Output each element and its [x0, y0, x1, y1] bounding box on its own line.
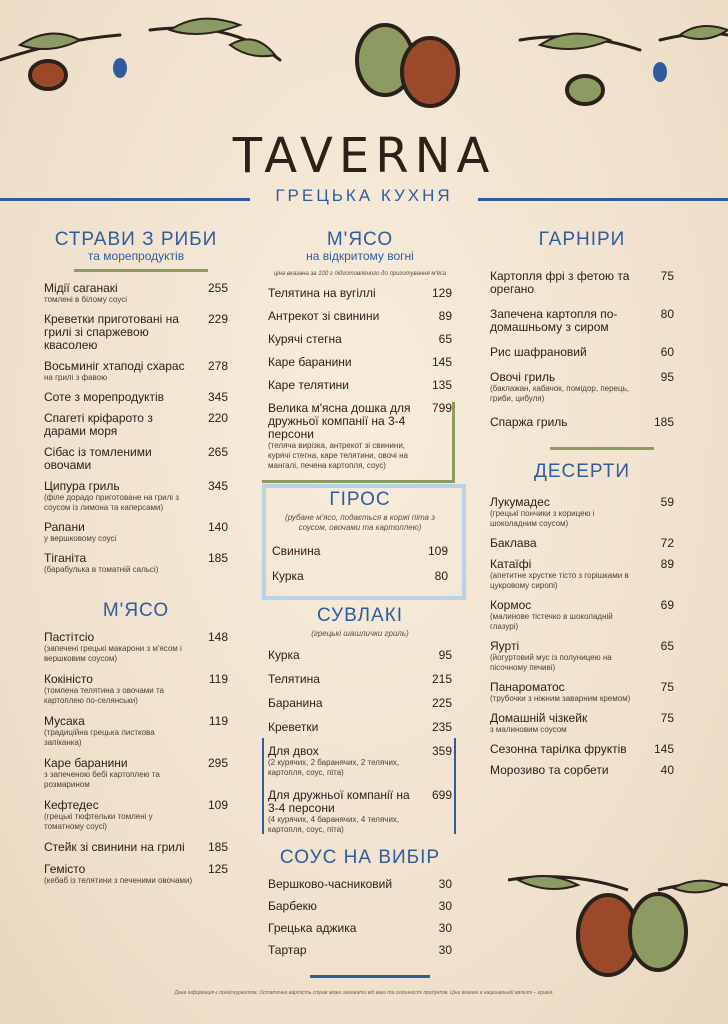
- menu-item-name: Рис шафрановий: [490, 345, 587, 359]
- menu-item-text: [490, 764, 609, 777]
- menu-item-price: 145: [653, 742, 674, 756]
- menu-item-price: 109: [207, 798, 228, 812]
- menu-item-text: [490, 599, 640, 632]
- menu-item-name: Пастітсіо: [44, 630, 95, 644]
- souvlaki-note: (грецькі шашлички гриль): [311, 629, 409, 638]
- menu-item-price: 359: [431, 744, 452, 758]
- menu-item: [272, 545, 448, 558]
- menu-item-price: 59: [660, 495, 674, 509]
- menu-item-text: [44, 480, 194, 513]
- menu-item: [44, 446, 228, 472]
- menu-item-text: [44, 757, 194, 790]
- menu-item-price: 699: [431, 788, 452, 802]
- menu-item-name: Катаїфі: [490, 557, 532, 571]
- meat-list: [44, 631, 228, 886]
- section-title-desserts: ДЕСЕРТИ: [533, 461, 631, 482]
- menu-item-text: [268, 721, 318, 734]
- menu-item-price: 148: [207, 630, 228, 644]
- menu-item-description: (трубочки з ніжним заварним кремом): [490, 694, 631, 703]
- menu-item-description: у вершковому соусі: [44, 534, 117, 543]
- menu-item-name: Кокіністо: [44, 672, 93, 686]
- menu-item-text: [268, 649, 300, 662]
- menu-item-text: [268, 356, 352, 369]
- menu-item-name: Каре телятини: [268, 378, 350, 392]
- souvlaki-group-frame: [262, 738, 456, 834]
- menu-item-text: [44, 552, 158, 575]
- menu-item-name: Для двох: [268, 744, 319, 758]
- menu-item: [490, 416, 674, 429]
- menu-item: [268, 673, 452, 686]
- footer-note: Дана інформація є прейскурантом. Остаточна вартість страв може залежати від ваги та сезонності продуктів. Ціни вказані в національній валюті – гривні.: [174, 990, 554, 996]
- menu-item-price: 95: [660, 370, 674, 384]
- menu-item-price: 295: [207, 756, 228, 770]
- menu-item-price: 185: [653, 415, 674, 429]
- menu-item-name: Велика м'ясна дошка для дружньої компанії на 3-4 персони: [268, 401, 411, 441]
- menu-item-name: Морозиво та сорбети: [490, 763, 609, 777]
- olive-branch-decoration-top: [0, 0, 728, 120]
- menu-item-text: [44, 446, 194, 472]
- menu-item-name: Барбекю: [268, 899, 317, 913]
- menu-item-text: [268, 944, 307, 957]
- menu-item: [268, 900, 452, 913]
- menu-item-description: томлені в білому соусі: [44, 295, 128, 304]
- menu-item: [268, 721, 452, 734]
- sides-list: [490, 270, 674, 429]
- menu-item: [490, 496, 674, 529]
- menu-item-name: Мусака: [44, 714, 85, 728]
- grill-note: ціна вказана за 100 г підготовленого до приготування м'яса: [273, 271, 447, 277]
- menu-item-name: Панароматос: [490, 680, 565, 694]
- menu-item-price: 89: [660, 557, 674, 571]
- sauce-underline: [310, 975, 430, 978]
- menu-item-text: [490, 558, 640, 591]
- meat-board-frame: [262, 402, 455, 483]
- menu-item-name: Курячі стегна: [268, 332, 342, 346]
- menu-item: [490, 537, 674, 550]
- menu-item-name: Баклава: [490, 536, 537, 550]
- menu-item-price: 119: [208, 672, 228, 686]
- menu-item-price: 109: [427, 544, 448, 558]
- menu-item-text: [490, 681, 630, 704]
- menu-item-price: 65: [438, 332, 452, 346]
- section-title-souvlaki: СУВЛАКІ: [316, 605, 404, 626]
- menu-item-price: 72: [660, 536, 674, 550]
- menu-item-text: [490, 346, 587, 359]
- menu-item-name: Каре баранини: [44, 756, 128, 770]
- menu-item-description: (філе дорадо приготоване на грилі з соусом із лимона та каперсами): [44, 493, 179, 512]
- menu-item-text: [44, 715, 194, 748]
- menu-item-price: 140: [207, 520, 228, 534]
- menu-item-text: [268, 900, 317, 913]
- menu-item-name: Восьминіг хтаподі схарас: [44, 359, 185, 373]
- menu-item-text: [272, 570, 304, 583]
- menu-item-description: (малинове тістечко в шоколадній глазурі): [490, 612, 613, 631]
- menu-item-price: 225: [431, 696, 452, 710]
- menu-item-text: [268, 310, 379, 323]
- menu-item-name: Тартар: [268, 943, 307, 957]
- menu-item: [44, 313, 228, 352]
- menu-item-description: (4 курячих, 4 баранячих, 4 телячих, картопля, соус, піта): [268, 815, 400, 834]
- menu-item-name: Мідії саганакі: [44, 281, 118, 295]
- menu-item-name: Тіганіта: [44, 551, 87, 565]
- menu-item: [268, 697, 452, 710]
- menu-item: [44, 360, 228, 383]
- menu-item-name: Креветки: [268, 720, 319, 734]
- menu-item-price: 135: [431, 378, 452, 392]
- menu-item: [268, 379, 452, 392]
- menu-item-price: 89: [438, 309, 452, 323]
- menu-item-price: 119: [208, 714, 228, 728]
- section-title-fish: СТРАВИ З РИБИ: [54, 229, 218, 250]
- menu-item-text: [44, 313, 194, 352]
- menu-item: [490, 346, 674, 359]
- section-subtitle-fish: та морепродуктів: [87, 249, 185, 263]
- menu-item-name: Грецька аджика: [268, 921, 357, 935]
- restaurant-subtitle: ГРЕЦЬКА КУХНЯ: [275, 186, 453, 205]
- menu-item-name: Антрекот зі свинини: [268, 309, 380, 323]
- menu-item: [44, 757, 228, 790]
- menu-item-name: Каре баранини: [268, 355, 352, 369]
- menu-item-description: з запеченою бебі картоплею та розмарином: [44, 770, 160, 789]
- gyros-box: [272, 490, 448, 595]
- menu-item-text: [490, 308, 640, 334]
- menu-item: [490, 681, 674, 704]
- section-title-gyros: ГІРОС: [329, 489, 391, 510]
- menu-item-name: Баранина: [268, 696, 323, 710]
- menu-item-text: [44, 412, 194, 438]
- menu-item-price: 799: [431, 401, 452, 415]
- menu-item-text: [272, 545, 320, 558]
- menu-item-price: 215: [431, 672, 452, 686]
- menu-item-price: 80: [660, 307, 674, 321]
- menu-item: [268, 287, 452, 300]
- menu-item-description: (барабулька в томатній сальсі): [44, 565, 159, 574]
- menu-item-name: Домашній чізкейк: [490, 711, 588, 725]
- section-title-sauce: СОУС НА ВИБІР: [279, 847, 441, 868]
- restaurant-title: TAVERNA: [232, 128, 496, 184]
- menu-item-description: (традиційна грецька листкова запіканка): [44, 728, 155, 747]
- menu-item-price: 185: [207, 840, 228, 854]
- menu-item: [44, 412, 228, 438]
- menu-item: [490, 270, 674, 296]
- menu-item: [268, 878, 452, 891]
- menu-item: [490, 640, 674, 673]
- menu-item-text: [268, 922, 356, 935]
- menu-item-price: 75: [660, 711, 674, 725]
- menu-item-price: 229: [207, 312, 228, 326]
- section-underline-sides: [550, 441, 654, 450]
- menu-item-text: [490, 743, 627, 756]
- menu-item-name: Гемісто: [44, 862, 86, 876]
- menu-item-text: [44, 391, 164, 404]
- menu-item: [490, 558, 674, 591]
- menu-item: [268, 944, 452, 957]
- menu-item-name: Для дружньої компанії на 3-4 персони: [268, 788, 410, 815]
- menu-item-price: 60: [660, 345, 674, 359]
- menu-item-text: [44, 521, 116, 544]
- menu-item: [44, 282, 228, 305]
- menu-item-price: 65: [660, 639, 674, 653]
- menu-item-text: [44, 841, 185, 854]
- menu-item-name: Вершково-часниковий: [268, 877, 393, 891]
- section-subtitle-grill: на відкритому вогні: [306, 249, 414, 263]
- sauce-block: [268, 848, 452, 966]
- menu-item-price: 129: [431, 286, 452, 300]
- menu-item-text: [268, 878, 392, 891]
- menu-item-price: 30: [438, 899, 452, 913]
- menu-item-name: Спагеті кріфарото з дарами моря: [44, 411, 153, 438]
- menu-item-text: [44, 360, 185, 383]
- menu-item-price: 345: [207, 479, 228, 493]
- menu-item-description: на грилі з фавою: [44, 373, 108, 382]
- menu-item-name: Сезонна тарілка фруктів: [490, 742, 627, 756]
- menu-item: [272, 570, 448, 583]
- menu-item-name: Картопля фрі з фетою та орегано: [490, 269, 630, 296]
- menu-item: [44, 391, 228, 404]
- menu-item-name: Сібас із томленими овочами: [44, 445, 152, 472]
- menu-item-description: з малиновим соусом: [490, 725, 567, 734]
- section-underline: [74, 263, 208, 272]
- section-title-sides: ГАРНІРИ: [538, 229, 626, 250]
- menu-item-description: (баклажан, кабачок, помідор, перець, гриби, цибуля): [490, 384, 629, 403]
- menu-item-description: (2 курячих, 2 баранячих, 2 телячих, картопля, соус, піта): [268, 758, 400, 777]
- menu-item-description: (грецькі пончики з корицею і шоколадним соусом): [490, 509, 595, 528]
- menu-item-name: Яурті: [490, 639, 520, 653]
- menu-item: [268, 356, 452, 369]
- gyros-list: [272, 545, 448, 583]
- menu-item-price: 145: [431, 355, 452, 369]
- menu-item-text: [490, 712, 587, 735]
- menu-item: [268, 922, 452, 935]
- menu-item-text: [490, 496, 640, 529]
- menu-item-description: (апетитне хрустке тісто з горішками в цукровому сиропі): [490, 571, 629, 590]
- menu-item-price: 220: [207, 411, 228, 425]
- column-right: [490, 230, 674, 785]
- menu-item-name: Кефтедес: [44, 798, 99, 812]
- gyros-note: (рубане м'ясо, подається в коржі піта з соусом, овочами та картоплею): [285, 513, 435, 532]
- menu-item: [268, 310, 452, 323]
- menu-item: [490, 308, 674, 334]
- menu-item-text: [268, 673, 320, 686]
- menu-item-name: Курка: [272, 569, 304, 583]
- header-divider-right: [478, 198, 728, 201]
- menu-item-price: 125: [207, 862, 228, 876]
- menu-item: [490, 743, 674, 756]
- section-title-meat: М'ЯСО: [102, 600, 170, 621]
- section-title-grill: М'ЯСО: [326, 229, 394, 250]
- menu-item-price: 40: [660, 763, 674, 777]
- menu-item-price: 75: [660, 269, 674, 283]
- menu-item: [44, 521, 228, 544]
- menu-item-price: 255: [207, 281, 228, 295]
- menu-item-name: Стейк зі свинини на грилі: [44, 840, 185, 854]
- menu-item: [44, 552, 228, 575]
- menu-item-name: Кормос: [490, 598, 532, 612]
- menu-item-price: 80: [434, 569, 448, 583]
- menu-item-name: Ципура гриль: [44, 479, 120, 493]
- menu-item: [490, 764, 674, 777]
- menu-item-price: 30: [438, 921, 452, 935]
- menu-item-name: Креветки приготовані на грилі зі спаржевою квасолею: [44, 312, 179, 352]
- menu-item-text: [268, 697, 323, 710]
- menu-item-text: [490, 270, 640, 296]
- menu-item: [44, 863, 228, 886]
- menu-item-price: 95: [438, 648, 452, 662]
- menu-item-name: Свинина: [272, 544, 321, 558]
- menu-item: [268, 649, 452, 662]
- menu-item: [44, 673, 228, 706]
- menu-item-text: [268, 287, 376, 300]
- menu-item: [44, 480, 228, 513]
- menu-item-text: [490, 371, 640, 404]
- desserts-list: [490, 496, 674, 777]
- menu-item-description: (запечені грецькі макарони з м'ясом і вершковим соусом): [44, 644, 182, 663]
- menu-item-text: [44, 799, 194, 832]
- menu-item-price: 278: [207, 359, 228, 373]
- menu-item-description: (кебаб із телятини з печеними овочами): [44, 876, 193, 885]
- menu-item-description: (теляча вирізка, антрекот зі свинини, курячі стегна, каре телятини, овочі на мангалі, печена картопля, соус): [268, 441, 408, 470]
- sauce-list: [268, 878, 452, 957]
- menu-item-price: 235: [431, 720, 452, 734]
- menu-item-price: 345: [207, 390, 228, 404]
- olive-decoration-bottom: [508, 870, 728, 990]
- menu-item-text: [44, 282, 127, 305]
- menu-item-text: [44, 631, 194, 664]
- menu-item-text: [490, 640, 640, 673]
- menu-item: [490, 599, 674, 632]
- menu-item-name: Лукумадес: [490, 495, 550, 509]
- menu-item-price: 30: [438, 877, 452, 891]
- menu-item-text: [268, 333, 342, 346]
- menu-item-name: Спаржа гриль: [490, 415, 568, 429]
- menu-item-text: [490, 537, 537, 550]
- menu-item-name: Рапани: [44, 520, 85, 534]
- fish-list: [44, 282, 228, 575]
- menu-item-text: [490, 416, 568, 429]
- menu-item-name: Телятина: [268, 672, 320, 686]
- menu-item: [490, 712, 674, 735]
- menu-item-description: (томлена телятина з овочами та картоплею по-селянськи): [44, 686, 164, 705]
- menu-item: [490, 371, 674, 404]
- menu-item-description: (грецькі тюфтельки томлені у томатному соусі): [44, 812, 153, 831]
- menu-item-text: [268, 379, 349, 392]
- menu-item: [268, 333, 452, 346]
- menu-item-name: Курка: [268, 648, 300, 662]
- menu-item-name: Телятина на вугіллі: [268, 286, 376, 300]
- menu-item: [44, 715, 228, 748]
- menu-item-text: [44, 863, 192, 886]
- menu-item-name: Овочі гриль: [490, 370, 556, 384]
- menu-item-description: (йогуртовий мус із полуницею на пісочному печиві): [490, 653, 612, 672]
- menu-item-name: Запечена картопля по-домашньому з сиром: [490, 307, 618, 334]
- menu-item: [44, 841, 228, 854]
- menu-item-text: [44, 673, 194, 706]
- column-left: [44, 230, 228, 895]
- menu-item: [44, 799, 228, 832]
- menu-item-price: 185: [207, 551, 228, 565]
- menu-item-price: 75: [660, 680, 674, 694]
- menu-item-price: 69: [660, 598, 674, 612]
- menu-item: [44, 631, 228, 664]
- menu-item-price: 265: [207, 445, 228, 459]
- menu-item-price: 30: [438, 943, 452, 957]
- menu-item-name: Соте з морепродуктів: [44, 390, 165, 404]
